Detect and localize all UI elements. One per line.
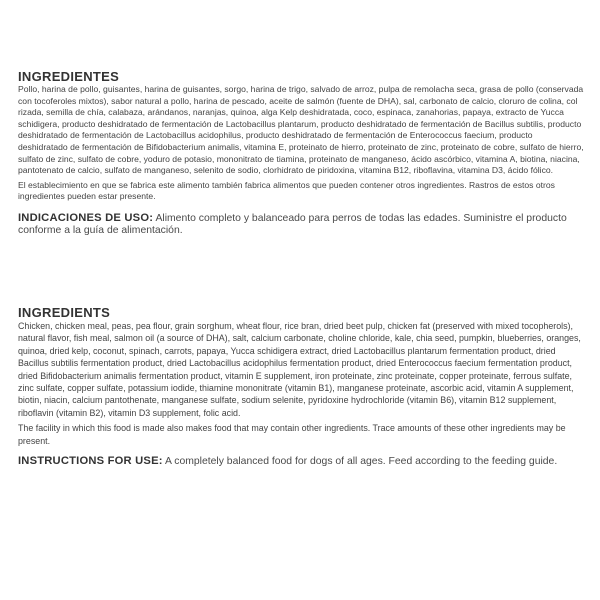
spanish-instructions-text: Alimento completo y balanceado para perros de todas las edades. Suministre el producto conforme a la guía de alimentación. (18, 212, 567, 237)
spanish-facility-note: El establecimiento en que se fabrica este alimento también fabrica alimentos que pueden contener otros ingredientes. Rastros de estos otros ingredientes pueden estar presente. (18, 179, 555, 202)
spanish-ingredients-list: Pollo, harina de pollo, guisantes, harina de guisantes, sorgo, harina de trigo, salvado de arroz, pulpa de remolacha seca, grasa de pollo (conservada con tocoferoles mixtos), sabor natural a pollo, harina de pescado, aceite de salmón (fuente de DHA), sal, carbonato de calcio, cloruro de colina, col rizada, semilla de chía, calabaza, arándanos, naranjas, quinoa, alga Kelp deshidratada, coco, espinaca, zanahorias, papaya, extracto de Yucca schidigera, producto deshidratado de fermentación de Lactobacillus plantarum, producto deshidratado de fermentación de Bacillus subtilis, producto deshidratado de fermentación de Lactobacillus acidophilus, producto deshidratado de fermentación de Enterococcus faecium, producto deshidratado de fermentación de Bifidobacterium animalis, vitamina E, proteinato de hierro, proteinato de zinc, proteinato de cobre, sulfato de hierro, sulfato de zinc, sulfato de cobre, yoduro de potasio, mononitrato de tiamina, proteinato de manganeso, ácido ascórbico, vitamina A, biotina, niacina, pantotenato de calcio, sulfato de manganeso, selenito de sodio, clorhidrato de piridoxina, vitamina B12, riboflavina, vitamina D3, ácido fólico. (18, 84, 584, 176)
english-section (18, 306, 584, 468)
spanish-section (18, 70, 584, 237)
english-instructions-label: INSTRUCTIONS FOR USE: (18, 455, 163, 468)
english-ingredients-heading: INGREDIENTS (18, 305, 111, 320)
spanish-instructions (18, 212, 584, 237)
english-instructions (18, 455, 584, 468)
english-instructions-text: A completely balanced food for dogs of all ages. Feed according to the feeding guide. (165, 456, 558, 468)
english-ingredients-list: Chicken, chicken meal, peas, pea flour, grain sorghum, wheat flour, rice bran, dried beet pulp, chicken fat (preserved with mixed tocopherols), natural flavor, fish meal, salmon oil (a source of DHA), salt, calcium carbonate, choline chloride, kale, chia seed, pumpkin, blueberries, oranges, quinoa, dried kelp, coconut, spinach, carrots, papaya, Yucca schidigera extract, dried Lactobacillus plantarum fermentation product, dried Bacillus subtilis fermentation product, dried Lactobacillus acidophilus fermentation product, dried Enterococcus faecium fermentation product, dried Bifidobacterium animalis fermentation product, vitamin E supplement, iron proteinate, zinc proteinate, copper proteinate, ferrous sulfate, zinc sulfate, copper sulfate, potassium iodide, thiamine mononitrate (vitamin B1), manganese proteinate, ascorbic acid, vitamin A supplement, biotin, niacin, calcium pantothenate, manganese sulfate, sodium selenite, pyridoxine hydrochloride (vitamin B6), vitamin B12 supplement, riboflavin (vitamin B2), vitamin D3 supplement, folic acid. (18, 321, 581, 418)
spanish-instructions-label: INDICACIONES DE USO: (18, 211, 154, 224)
spanish-ingredients-heading: INGREDIENTES (18, 69, 120, 84)
english-facility-note: The facility in which this food is made also makes food that may contain other ingredients. Trace amounts of these other ingredients may be present. (18, 423, 566, 446)
